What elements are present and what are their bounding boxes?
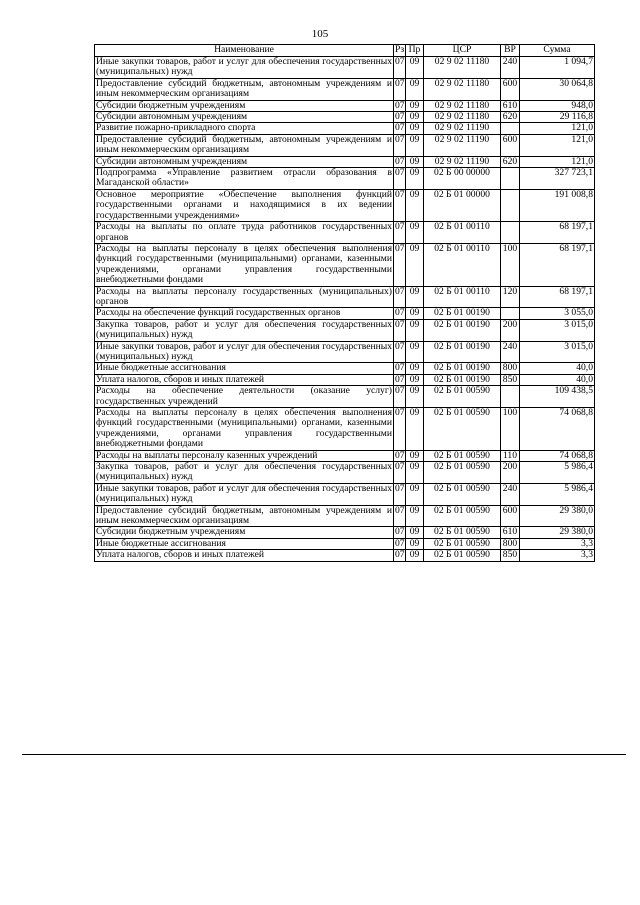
cell-pr: 09 xyxy=(406,123,424,134)
cell-rz: 07 xyxy=(394,505,406,527)
cell-sum: 68 197,1 xyxy=(520,243,595,286)
cell-rz: 07 xyxy=(395,155,405,167)
cell-rz: 07 xyxy=(395,99,405,111)
cell-vr: 600 xyxy=(501,78,520,100)
cell-sum: 29 380,0 xyxy=(520,527,595,538)
cell-name: Расходы на выплаты персоналу казенных учреждений xyxy=(95,450,394,461)
cell-sum: 40,0 xyxy=(520,363,595,374)
cell-sum: 29 380,0 xyxy=(520,505,595,527)
cell-vr: 100 xyxy=(501,243,520,286)
cell-rz: 07 xyxy=(395,111,405,123)
table-row xyxy=(95,243,595,286)
cell-vr: 610 xyxy=(501,527,520,538)
cell-name: Основное мероприятие «Обеспечение выполнения функций государственными органами и находящимися в их ведении государственными учреждениями» xyxy=(96,188,392,221)
page-number: 105 xyxy=(311,28,329,40)
cell-pr: 09 xyxy=(406,408,424,451)
cell-sum: 3,3 xyxy=(520,538,595,549)
cell-csr: 02 Б 01 00190 xyxy=(424,319,501,341)
cell-rz: 07 xyxy=(394,462,406,484)
cell-vr: 200 xyxy=(501,319,520,341)
cell-vr: 800 xyxy=(501,538,520,549)
cell-name: Субсидии бюджетным учреждениям xyxy=(95,100,394,111)
cell-pr: 09 xyxy=(406,319,424,341)
cell-vr: 850 xyxy=(501,550,520,561)
cell-name: Иные бюджетные ассигнования xyxy=(95,363,394,374)
cell-name: Предоставление субсидий бюджетным, автономным учреждениям и иным некоммерческим организациям xyxy=(96,504,392,527)
cell-name: Расходы на выплаты персоналу в целях обеспечения выполнения функций государственными (муниципальными) органами, казенными учреждениями, органами управления государственными внебюджетными фондами xyxy=(96,407,392,450)
cell-csr: 02 Б 01 00590 xyxy=(424,550,501,561)
cell-pr: 09 xyxy=(406,168,424,190)
table-header-row xyxy=(95,45,595,57)
table-row xyxy=(95,189,595,221)
cell-pr: 09 xyxy=(406,505,424,527)
cell-vr xyxy=(501,308,520,319)
table-row xyxy=(95,450,595,461)
cell-name: Предоставление субсидий бюджетным, автономным учреждениям и иным некоммерческим организациям xyxy=(96,133,392,156)
cell-name: Закупка товаров, работ и услуг для обеспечения государственных (муниципальных) нужд xyxy=(96,461,392,483)
table-row xyxy=(95,112,595,123)
cell-csr: 02 9 02 11180 xyxy=(424,100,501,111)
cell-name: Подпрограмма «Управление развитием отрасли образования в Магаданской области» xyxy=(96,167,392,189)
cell-csr: 02 9 02 11190 xyxy=(424,156,501,167)
cell-csr: 02 Б 00 00000 xyxy=(424,168,501,190)
cell-pr: 09 xyxy=(406,189,424,221)
cell-csr: 02 Б 01 00590 xyxy=(424,408,501,451)
table-row xyxy=(95,78,595,100)
cell-rz: 07 xyxy=(394,189,406,221)
cell-sum: 1 094,7 xyxy=(520,57,595,79)
cell-pr: 09 xyxy=(406,363,424,374)
cell-name: Иные бюджетные ассигнования xyxy=(95,538,394,549)
cell-name: Расходы на обеспечение деятельности (оказание услуг) государственных учреждений xyxy=(96,385,392,407)
cell-sum: 121,0 xyxy=(520,156,595,167)
cell-pr: 09 xyxy=(406,78,424,100)
cell-name: Расходы на обеспечение функций государственных органов xyxy=(95,308,394,319)
cell-name: Иные закупки товаров, работ и услуг для обеспечения государственных (муниципальных) нужд xyxy=(96,482,392,505)
cell-vr xyxy=(501,189,520,221)
cell-vr: 240 xyxy=(501,341,520,363)
cell-pr: 09 xyxy=(406,483,424,505)
table-row xyxy=(95,156,595,167)
cell-sum: 327 723,1 xyxy=(520,168,595,190)
cell-rz: 07 xyxy=(394,408,406,451)
cell-pr: 09 xyxy=(406,374,424,385)
cell-csr: 02 Б 01 00110 xyxy=(424,243,501,286)
cell-vr: 100 xyxy=(501,408,520,451)
cell-pr: 09 xyxy=(406,341,424,363)
cell-sum: 948,0 xyxy=(520,100,595,111)
cell-rz: 07 xyxy=(395,122,405,134)
header-sum: Сумма xyxy=(520,45,595,57)
cell-csr: 02 Б 01 00110 xyxy=(424,286,501,308)
cell-pr: 09 xyxy=(406,550,424,561)
cell-pr: 09 xyxy=(406,308,424,319)
cell-pr: 09 xyxy=(406,462,424,484)
cell-sum: 121,0 xyxy=(520,123,595,134)
cell-rz: 07 xyxy=(394,341,406,363)
cell-sum: 5 986,4 xyxy=(520,462,595,484)
cell-rz: 07 xyxy=(394,483,406,505)
cell-csr: 02 Б 01 00190 xyxy=(424,374,501,385)
cell-sum: 40,0 xyxy=(520,374,595,385)
cell-pr: 09 xyxy=(406,156,424,167)
cell-rz: 07 xyxy=(394,286,406,308)
table-row xyxy=(95,222,595,244)
cell-sum: 191 008,8 xyxy=(520,189,595,221)
header-csr: ЦСР xyxy=(424,45,501,57)
table-row xyxy=(95,462,595,484)
cell-csr: 02 Б 01 00590 xyxy=(424,505,501,527)
cell-vr: 800 xyxy=(501,363,520,374)
cell-vr: 120 xyxy=(501,286,520,308)
cell-vr xyxy=(501,386,520,408)
cell-pr: 09 xyxy=(406,527,424,538)
cell-rz: 07 xyxy=(395,526,405,538)
cell-rz: 07 xyxy=(395,307,405,319)
cell-pr: 09 xyxy=(406,450,424,461)
cell-sum: 121,0 xyxy=(520,134,595,156)
cell-csr: 02 9 02 11190 xyxy=(424,123,501,134)
cell-pr: 09 xyxy=(406,538,424,549)
cell-sum: 3 015,0 xyxy=(520,341,595,363)
header-rz: Рз xyxy=(395,44,405,55)
cell-sum: 68 197,1 xyxy=(520,286,595,308)
table-row xyxy=(95,57,595,79)
cell-vr: 850 xyxy=(501,374,520,385)
cell-sum: 74 068,8 xyxy=(520,408,595,451)
cell-vr: 610 xyxy=(501,100,520,111)
cell-vr xyxy=(501,123,520,134)
table-row xyxy=(95,123,595,134)
cell-name: Закупка товаров, работ и услуг для обеспечения государственных (муниципальных) нужд xyxy=(96,318,392,341)
cell-sum: 68 197,1 xyxy=(520,222,595,244)
cell-csr: 02 9 02 11180 xyxy=(424,57,501,79)
table-row xyxy=(95,168,595,190)
cell-vr: 240 xyxy=(501,483,520,505)
header-vr: ВР xyxy=(501,45,520,57)
table-row xyxy=(95,319,595,341)
cell-rz: 07 xyxy=(395,449,405,461)
cell-rz: 07 xyxy=(395,549,405,561)
header-name: Наименование xyxy=(95,45,394,57)
cell-rz: 07 xyxy=(394,243,406,286)
cell-rz: 07 xyxy=(395,373,405,385)
cell-name: Предоставление субсидий бюджетным, автономным учреждениям и иным некоммерческим организациям xyxy=(96,77,392,100)
table-row xyxy=(95,100,595,111)
cell-rz: 07 xyxy=(394,134,406,156)
cell-csr: 02 9 02 11180 xyxy=(424,78,501,100)
table-row xyxy=(95,286,595,308)
cell-pr: 09 xyxy=(406,112,424,123)
cell-name: Уплата налогов, сборов и иных платежей xyxy=(95,374,394,385)
cell-name: Расходы на выплаты персоналу государственных (муниципальных) органов xyxy=(96,285,392,307)
cell-vr: 110 xyxy=(501,450,520,461)
cell-csr: 02 Б 01 00110 xyxy=(424,222,501,244)
table-row xyxy=(95,386,595,408)
cell-name: Развитие пожарно-прикладного спорта xyxy=(95,123,394,134)
cell-vr: 600 xyxy=(501,505,520,527)
cell-vr: 600 xyxy=(501,134,520,156)
cell-pr: 09 xyxy=(406,222,424,244)
cell-sum: 5 986,4 xyxy=(520,483,595,505)
cell-pr: 09 xyxy=(406,57,424,79)
cell-name: Субсидии автономным учреждениям xyxy=(95,112,394,123)
cell-csr: 02 9 02 11180 xyxy=(424,112,501,123)
cell-rz: 07 xyxy=(394,319,406,341)
cell-sum: 109 438,5 xyxy=(520,386,595,408)
cell-pr: 09 xyxy=(406,386,424,408)
cell-sum: 29 116,8 xyxy=(520,112,595,123)
cell-sum: 74 068,8 xyxy=(520,450,595,461)
table-row xyxy=(95,408,595,451)
cell-csr: 02 Б 01 00190 xyxy=(424,308,501,319)
cell-name: Субсидии бюджетным учреждениям xyxy=(95,527,394,538)
cell-rz: 07 xyxy=(394,222,406,244)
cell-csr: 02 9 02 11190 xyxy=(424,134,501,156)
table-row xyxy=(95,374,595,385)
cell-name: Расходы на выплаты персоналу в целях обеспечения выполнения функций государственными (муниципальными) органами, казенными учреждениями, органами управления государственными внебюджетными фондами xyxy=(96,242,392,286)
cell-csr: 02 Б 01 00590 xyxy=(424,483,501,505)
cell-vr: 620 xyxy=(501,112,520,123)
cell-csr: 02 Б 01 00190 xyxy=(424,341,501,363)
cell-rz: 07 xyxy=(394,386,406,408)
table-row xyxy=(95,308,595,319)
cell-csr: 02 Б 01 00590 xyxy=(424,527,501,538)
cell-name: Субсидии автономным учреждениям xyxy=(95,156,394,167)
cell-pr: 09 xyxy=(406,286,424,308)
cell-vr: 620 xyxy=(501,156,520,167)
table-row xyxy=(95,134,595,156)
cell-csr: 02 Б 01 00590 xyxy=(424,450,501,461)
cell-csr: 02 Б 01 00190 xyxy=(424,363,501,374)
cell-vr xyxy=(501,168,520,190)
cell-name: Иные закупки товаров, работ и услуг для обеспечения государственных (муниципальных) нужд xyxy=(96,340,392,362)
table-row xyxy=(95,538,595,549)
cell-vr: 240 xyxy=(501,57,520,79)
cell-rz: 07 xyxy=(395,362,405,374)
cell-vr: 200 xyxy=(501,462,520,484)
cell-pr: 09 xyxy=(406,134,424,156)
cell-rz: 07 xyxy=(394,168,406,190)
cell-csr: 02 Б 01 00590 xyxy=(424,538,501,549)
table-row xyxy=(95,550,595,561)
cell-vr xyxy=(501,222,520,244)
table-row xyxy=(95,483,595,505)
table-row xyxy=(95,363,595,374)
cell-name: Уплата налогов, сборов и иных платежей xyxy=(95,550,394,561)
cell-sum: 3 015,0 xyxy=(520,319,595,341)
cell-name: Расходы на выплаты по оплате труда работников государственных органов xyxy=(96,221,392,243)
cell-rz: 07 xyxy=(394,57,406,79)
cell-sum: 30 064,8 xyxy=(520,78,595,100)
table-row xyxy=(95,505,595,527)
header-pr: Пр xyxy=(406,45,424,57)
cell-csr: 02 Б 01 00000 xyxy=(424,189,501,221)
table-row xyxy=(95,341,595,363)
cell-name: Иные закупки товаров, работ и услуг для обеспечения государственных (муниципальных) нужд xyxy=(96,56,392,78)
footer-rule xyxy=(22,754,626,755)
cell-sum: 3,3 xyxy=(520,550,595,561)
cell-sum: 3 055,0 xyxy=(520,308,595,319)
budget-table xyxy=(94,44,595,562)
table-row xyxy=(95,527,595,538)
cell-rz: 07 xyxy=(395,537,405,549)
cell-pr: 09 xyxy=(406,100,424,111)
cell-rz: 07 xyxy=(394,78,406,100)
cell-csr: 02 Б 01 00590 xyxy=(424,462,501,484)
cell-pr: 09 xyxy=(406,243,424,286)
cell-csr: 02 Б 01 00590 xyxy=(424,386,501,408)
